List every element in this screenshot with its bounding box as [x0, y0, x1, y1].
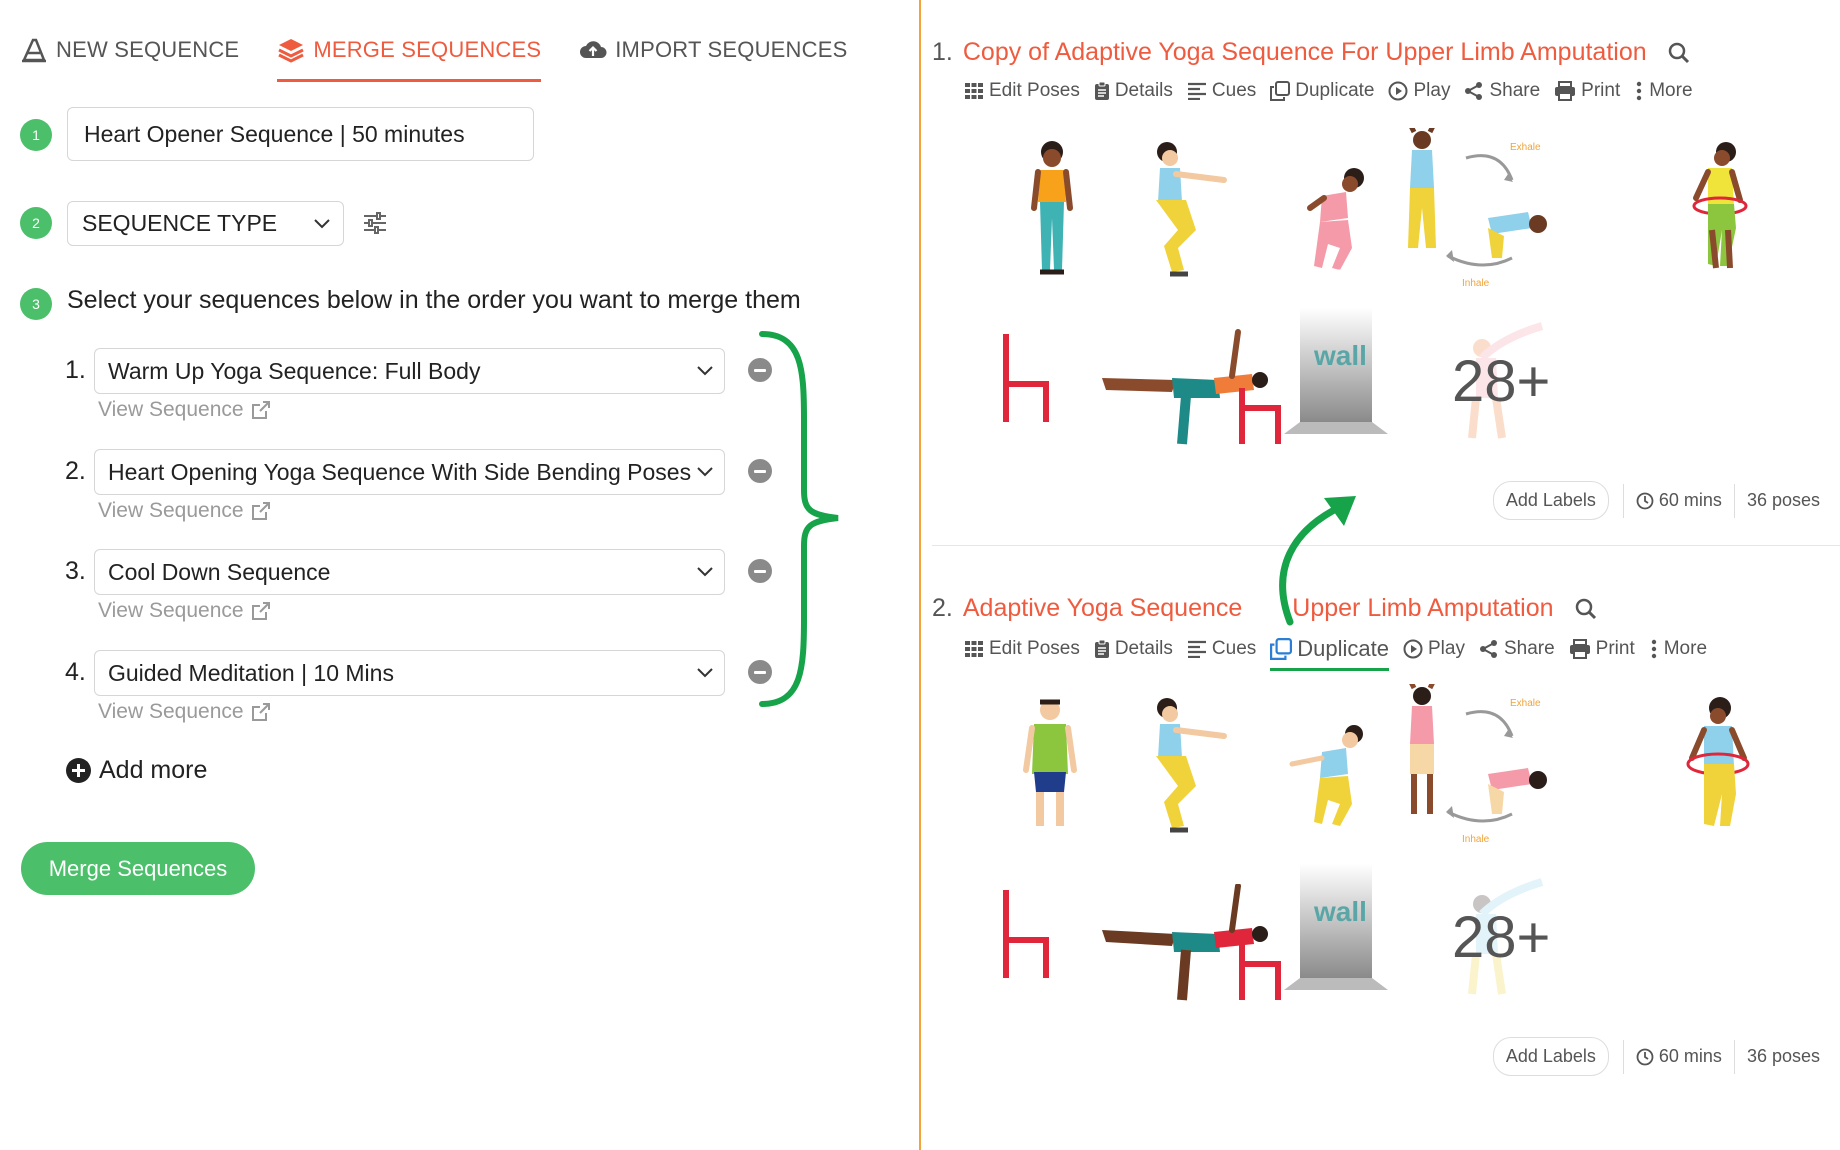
pose-count — [1734, 1040, 1832, 1074]
pose-thumbnail-squat-arms-back[interactable] — [1262, 704, 1382, 854]
view-sequence-link[interactable] — [98, 499, 272, 523]
merge-sequences-button[interactable]: Merge Sequences — [21, 842, 255, 895]
search-icon[interactable] — [1667, 41, 1691, 65]
sequence-row — [60, 348, 780, 438]
more-poses-count[interactable]: 28+ — [1452, 349, 1551, 414]
cues-button[interactable] — [1187, 638, 1256, 660]
layers-icon — [277, 36, 305, 64]
cues-button[interactable] — [1187, 80, 1256, 102]
pose-thumbnail-flow-sequence[interactable] — [1392, 684, 1552, 854]
pose-thumbnail-squat[interactable] — [1262, 148, 1382, 298]
merge-brace-annotation — [752, 330, 842, 708]
more-button[interactable] — [1649, 638, 1707, 660]
pose-thumbnail-chair[interactable] — [1112, 694, 1232, 844]
external-link-icon — [250, 399, 272, 421]
pose-thumbnail-mountain[interactable] — [982, 138, 1102, 288]
play-button[interactable] — [1388, 80, 1450, 102]
card-title[interactable]: Copy of Adaptive Yoga Sequence For Upper Limb Amputation — [962, 38, 1647, 66]
tool-label: Edit Poses — [989, 80, 1080, 101]
external-link-icon — [250, 600, 272, 622]
card-meta — [1493, 481, 1832, 520]
duplicate-button[interactable] — [1270, 636, 1389, 662]
more-button[interactable] — [1634, 80, 1692, 102]
share-icon — [1464, 81, 1484, 101]
view-sequence-link[interactable] — [98, 700, 272, 724]
tool-label: Cues — [1211, 80, 1257, 101]
tool-label: Edit Poses — [989, 638, 1080, 659]
inhale-label: Inhale — [1462, 278, 1490, 289]
more-vertical-icon — [1634, 81, 1644, 101]
add-more-button[interactable] — [66, 756, 207, 785]
tool-label: Play — [1427, 638, 1465, 659]
view-sequence-label: View Sequence — [98, 700, 244, 723]
step-badge-3: 3 — [20, 288, 52, 320]
sequence-row — [60, 449, 780, 539]
sequence-select[interactable] — [94, 449, 725, 495]
sequence-number: 1. — [65, 356, 86, 384]
tool-label: More — [1649, 80, 1693, 101]
step-badge-2: 2 — [20, 207, 52, 239]
play-circle-icon — [1403, 639, 1423, 659]
add-labels-button[interactable]: Add Labels — [1493, 1037, 1609, 1076]
tab-bar — [20, 30, 847, 82]
pose-thumbnail-half-moon-chair[interactable] — [1102, 884, 1302, 1004]
tab-merge-sequences[interactable] — [277, 30, 541, 70]
more-poses-count[interactable]: 28+ — [1452, 905, 1551, 970]
duration-info — [1623, 1040, 1734, 1074]
tool-label: Print — [1581, 80, 1621, 101]
tab-label: MERGE SEQUENCES — [313, 37, 542, 62]
sequence-card — [922, 594, 1840, 1094]
card-number: 1. — [932, 38, 953, 66]
inhale-label: Inhale — [1462, 834, 1490, 845]
chair-prop-icon — [1002, 330, 1052, 426]
pose-thumbnail-chair[interactable] — [1112, 138, 1232, 288]
sequence-select[interactable] — [94, 650, 725, 696]
card-title[interactable]: Adaptive Yoga Sequence — [962, 594, 1243, 622]
card-meta — [1493, 1037, 1832, 1076]
pose-count-value: 36 poses — [1746, 490, 1820, 510]
sequence-type-select[interactable] — [67, 201, 344, 246]
exhale-label: Exhale — [1510, 142, 1541, 153]
tab-label: IMPORT SEQUENCES — [615, 37, 848, 62]
tool-label: Details — [1114, 638, 1173, 659]
panel-divider — [919, 0, 921, 1150]
sequence-row — [60, 650, 780, 740]
chevron-down-icon — [696, 466, 714, 478]
duration-value: 60 mins — [1658, 490, 1722, 510]
view-sequence-label: View Sequence — [98, 398, 244, 421]
edit-poses-button[interactable] — [964, 638, 1080, 660]
external-link-icon — [250, 701, 272, 723]
sequence-type-value: SEQUENCE TYPE — [82, 210, 278, 236]
sequence-number: 4. — [65, 658, 86, 686]
sequence-wizard-icon — [20, 36, 48, 64]
details-button[interactable] — [1094, 80, 1173, 102]
wall-prop — [1284, 308, 1388, 438]
pose-thumbnails — [982, 694, 1812, 1024]
share-button[interactable] — [1464, 80, 1540, 102]
sequence-select-value: Cool Down Sequence — [108, 558, 331, 585]
sequence-number: 3. — [65, 557, 86, 585]
printer-icon — [1569, 639, 1591, 659]
exhale-label: Exhale — [1510, 698, 1541, 709]
external-link-icon — [250, 500, 272, 522]
card-divider — [932, 545, 1840, 546]
clock-icon — [1636, 1048, 1654, 1066]
add-labels-button[interactable]: Add Labels — [1493, 481, 1609, 520]
sequence-select[interactable] — [94, 348, 725, 394]
share-icon — [1479, 639, 1499, 659]
align-left-icon — [1187, 82, 1207, 100]
add-more-label: Add more — [99, 756, 208, 784]
grid-icon — [964, 639, 984, 659]
tool-label: More — [1663, 638, 1708, 659]
clipboard-icon — [1094, 639, 1110, 659]
wall-graphic — [1284, 308, 1388, 438]
print-button[interactable] — [1554, 80, 1620, 102]
share-button[interactable] — [1479, 638, 1555, 660]
pose-thumbnail-mountain[interactable] — [982, 694, 1102, 844]
align-left-icon — [1187, 640, 1207, 658]
chevron-down-icon — [696, 566, 714, 578]
cloud-upload-icon — [579, 36, 607, 64]
details-button[interactable] — [1094, 638, 1173, 660]
sequence-select[interactable] — [94, 549, 725, 595]
card-number: 2. — [932, 594, 953, 622]
chair-prop-icon — [1002, 886, 1052, 982]
printer-icon — [1554, 81, 1576, 101]
wall-prop — [1284, 864, 1388, 994]
chevron-down-icon — [696, 365, 714, 377]
merge-instruction: Select your sequences below in the order you want to merge them — [67, 286, 801, 314]
pose-thumbnail-hip-circles[interactable] — [1652, 694, 1772, 844]
tool-label: Share — [1489, 80, 1541, 101]
play-button[interactable] — [1403, 638, 1465, 660]
card-title-row — [932, 594, 1598, 623]
card-toolbar — [964, 80, 1693, 102]
search-icon[interactable] — [1574, 597, 1598, 621]
grid-icon — [964, 81, 984, 101]
play-circle-icon — [1388, 81, 1408, 101]
view-sequence-link[interactable] — [98, 398, 272, 422]
view-sequence-label: View Sequence — [98, 499, 244, 522]
pose-count-value: 36 poses — [1746, 1046, 1820, 1066]
sequence-row — [60, 549, 780, 639]
more-vertical-icon — [1649, 639, 1659, 659]
copy-icon — [1270, 638, 1292, 660]
duration-info — [1623, 484, 1734, 518]
tool-label: Duplicate — [1295, 80, 1375, 101]
pose-count — [1734, 484, 1832, 518]
clipboard-icon — [1094, 81, 1110, 101]
pose-thumbnail-flow-sequence[interactable] — [1392, 128, 1552, 298]
tab-new-sequence[interactable] — [20, 30, 239, 70]
card-title-continued[interactable]: Upper Limb Amputation — [1292, 594, 1554, 622]
wall-label: wall — [1314, 896, 1367, 927]
merge-panel — [0, 0, 918, 1150]
pose-thumbnails — [982, 138, 1812, 468]
sequence-select-value: Heart Opening Yoga Sequence With Side Bending Poses — [108, 458, 692, 485]
pose-thumbnail-half-moon-chair[interactable] — [1102, 328, 1302, 448]
pose-thumbnail-hip-circles[interactable] — [1652, 138, 1772, 288]
step-badge-1: 1 — [20, 119, 52, 151]
tool-label: Duplicate — [1297, 636, 1389, 661]
tool-label: Play — [1413, 80, 1451, 101]
print-button[interactable] — [1569, 638, 1635, 660]
tool-label: Share — [1503, 638, 1555, 659]
sequence-name-input[interactable] — [67, 107, 534, 161]
clock-icon — [1636, 492, 1654, 510]
duplicate-button[interactable] — [1270, 80, 1374, 102]
edit-poses-button[interactable] — [964, 80, 1080, 102]
card-toolbar — [964, 636, 1707, 662]
view-sequence-link[interactable] — [98, 599, 272, 623]
wall-label: wall — [1314, 340, 1367, 371]
card-title-row — [932, 38, 1691, 67]
wall-graphic — [1284, 864, 1388, 994]
sequence-select-value: Guided Meditation | 10 Mins — [108, 659, 394, 686]
chevron-down-icon — [696, 667, 714, 679]
plus-circle-icon — [66, 758, 91, 783]
sliders-icon[interactable] — [362, 210, 388, 236]
chevron-down-icon — [313, 218, 331, 230]
sequence-list-panel — [922, 0, 1840, 1150]
tab-label: NEW SEQUENCE — [56, 37, 240, 62]
tool-label: Print — [1595, 638, 1635, 659]
tool-label: Details — [1114, 80, 1173, 101]
sequence-number: 2. — [65, 457, 86, 485]
tool-label: Cues — [1211, 638, 1257, 659]
copy-icon — [1270, 81, 1290, 101]
tab-import-sequences[interactable] — [579, 30, 847, 70]
duration-value: 60 mins — [1658, 1046, 1722, 1066]
view-sequence-label: View Sequence — [98, 599, 244, 622]
sequence-select-value: Warm Up Yoga Sequence: Full Body — [108, 357, 481, 384]
sequence-card — [922, 38, 1840, 538]
